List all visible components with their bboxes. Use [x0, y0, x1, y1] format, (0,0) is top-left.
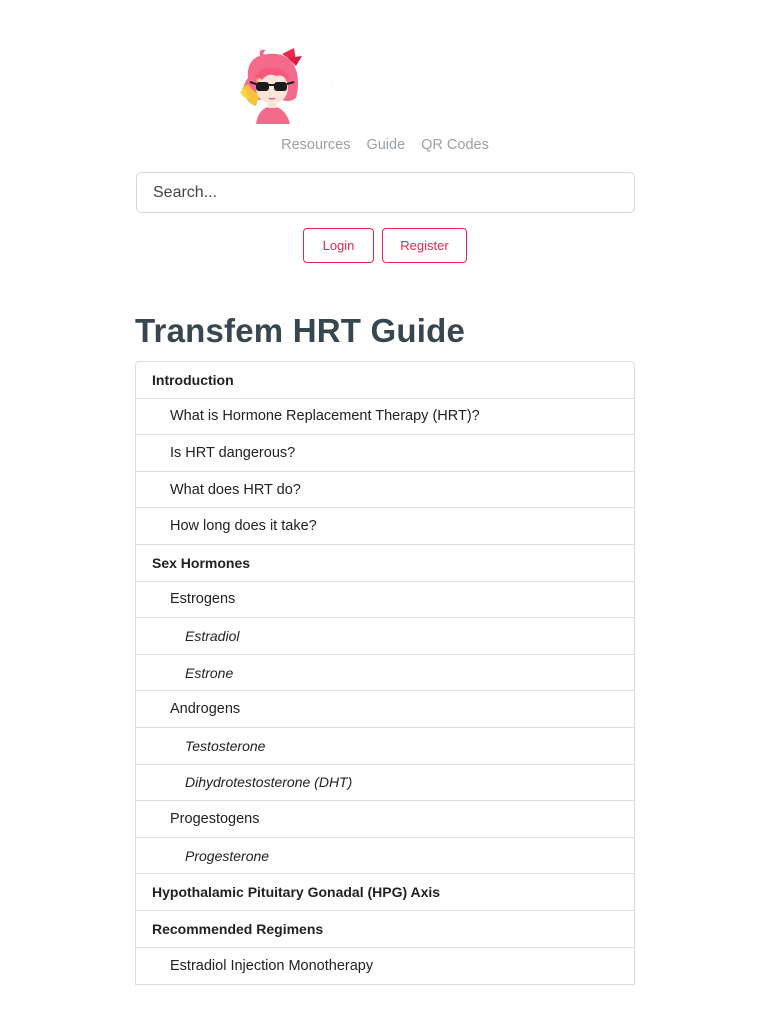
- toc-item[interactable]: Recommended Regimens: [136, 911, 634, 948]
- page-title: Transfem HRT Guide: [135, 312, 465, 349]
- search-input[interactable]: [136, 172, 635, 213]
- toc-item[interactable]: Progestogens: [136, 801, 634, 838]
- toc-item[interactable]: Testosterone: [136, 728, 634, 765]
- toc-item[interactable]: Estrogens: [136, 582, 634, 619]
- toc-item[interactable]: Estradiol Injection Monotherapy: [170, 957, 374, 974]
- toc-item[interactable]: Introduction: [136, 362, 634, 399]
- top-nav: [0, 137, 768, 153]
- table-of-contents: [135, 361, 635, 985]
- toc-item[interactable]: Progesterone: [136, 838, 634, 875]
- logo-tagline: · · ·: [315, 78, 351, 93]
- nav-item-guide[interactable]: Guide: [366, 137, 406, 153]
- site-logo[interactable]: [238, 48, 308, 124]
- register-button[interactable]: Register: [382, 228, 467, 263]
- toc-item[interactable]: Hypothalamic Pituitary Gonadal (HPG) Axis: [136, 874, 634, 911]
- nav-item-resources[interactable]: Resources: [281, 137, 351, 153]
- toc-item[interactable]: Estradiol: [136, 618, 634, 655]
- toc-item[interactable]: Dihydrotestosterone (DHT): [136, 765, 634, 802]
- anime-girl-sunglasses-logo-icon: [238, 48, 308, 124]
- toc-item[interactable]: What is Hormone Replacement Therapy (HRT)?: [136, 399, 634, 436]
- login-button[interactable]: Login: [303, 228, 374, 263]
- toc-item[interactable]: Is HRT dangerous?: [136, 435, 634, 472]
- toc-item[interactable]: What does HRT do?: [136, 472, 634, 509]
- auth-buttons: [0, 228, 768, 263]
- toc-item[interactable]: How long does it take?: [136, 508, 634, 545]
- toc-item[interactable]: Sex Hormones: [136, 545, 634, 582]
- toc-item[interactable]: Estrone: [136, 655, 634, 692]
- nav-item-qr-codes[interactable]: QR Codes: [421, 137, 489, 153]
- toc-item[interactable]: Androgens: [136, 691, 634, 728]
